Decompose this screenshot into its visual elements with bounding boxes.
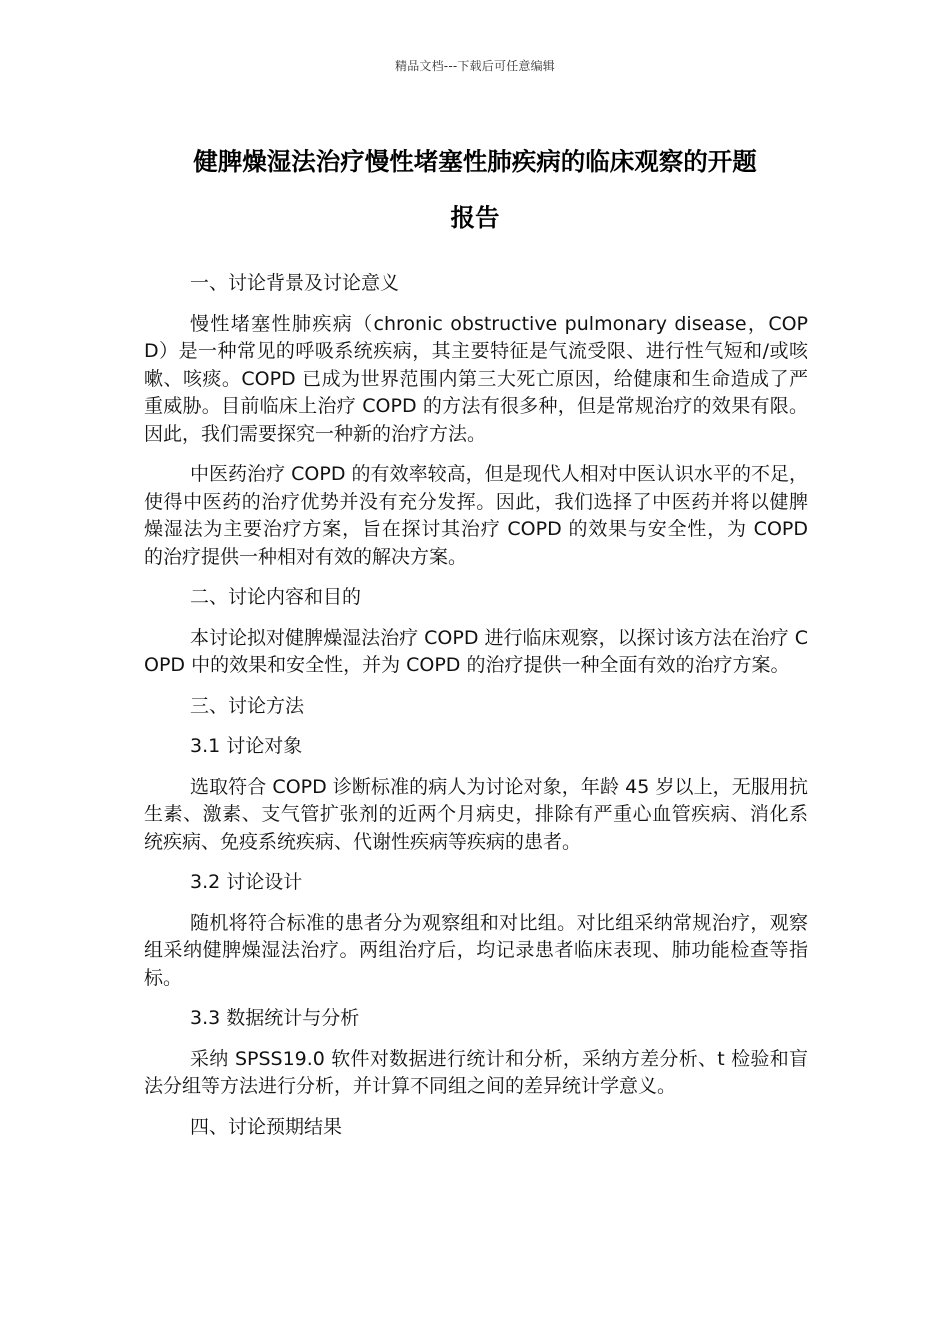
- section-heading-1: 一、讨论背景及讨论意义: [190, 272, 400, 294]
- subsection-heading-3-1: 3.1 讨论对象: [190, 735, 303, 757]
- paragraph-content-purpose: 本讨论拟对健脾燥湿法治疗 COPD 进行临床观察，以探讨该方法在治疗 COPD 中的效果和安全性，并为 COPD 的治疗提供一种全面有效的治疗方案。: [144, 626, 808, 676]
- paragraph-subjects: 选取符合 COPD 诊断标准的病人为讨论对象，年龄 45 岁以上，无服用抗生素、激素、支气管扩张剂的近两个月病史，排除有严重心血管疾病、消化系统疾病、免疫系统疾病、代谢性疾病等疾病的患者。: [144, 775, 808, 853]
- paragraph-background-2: 中医药治疗 COPD 的有效率较高，但是现代人相对中医认识水平的不足，使得中医药的治疗优势并没有充分发挥。因此，我们选择了中医药并将以健脾燥湿法为主要治疗方案，旨在探讨其治疗 COPD 的效果与安全性，为 COPD 的治疗提供一种相对有效的解决方案。: [144, 463, 808, 568]
- document-title: [140, 134, 810, 246]
- title-line-1: 健脾燥湿法治疗慢性堵塞性肺疾病的临床观察的开题: [193, 147, 757, 176]
- section-heading-2: 二、讨论内容和目的: [190, 586, 362, 608]
- title-line-2: 报告: [450, 203, 500, 232]
- subsection-heading-3-3: 3.3 数据统计与分析: [190, 1007, 360, 1029]
- document-body: [144, 270, 808, 1154]
- paragraph-background-1: 慢性堵塞性肺疾病（chronic obstructive pulmonary disease，COPD）是一种常见的呼吸系统疾病，其主要特征是气流受限、进行性气短和/或咳嗽、咳痰。COPD 已成为世界范围内第三大死亡原因，给健康和生命造成了严重威胁。目前临床上治疗 COPD 的方法有很多种，但是常规治疗的效果有限。因此，我们需要探究一种新的治疗方法。: [144, 312, 808, 445]
- header-note: 精品文档---下载后可任意编辑: [395, 59, 555, 73]
- paragraph-statistics: 采纳 SPSS19.0 软件对数据进行统计和分析，采纳方差分析、t 检验和盲法分组等方法进行分析，并计算不同组之间的差异统计学意义。: [144, 1047, 808, 1097]
- subsection-heading-3-2: 3.2 讨论设计: [190, 871, 303, 893]
- section-heading-3: 三、讨论方法: [190, 694, 305, 717]
- paragraph-design: 随机将符合标准的患者分为观察组和对比组。对比组采纳常规治疗，观察组采纳健脾燥湿法治疗。两组治疗后，均记录患者临床表现、肺功能检查等指标。: [144, 911, 808, 989]
- section-heading-4: 四、讨论预期结果: [190, 1115, 343, 1138]
